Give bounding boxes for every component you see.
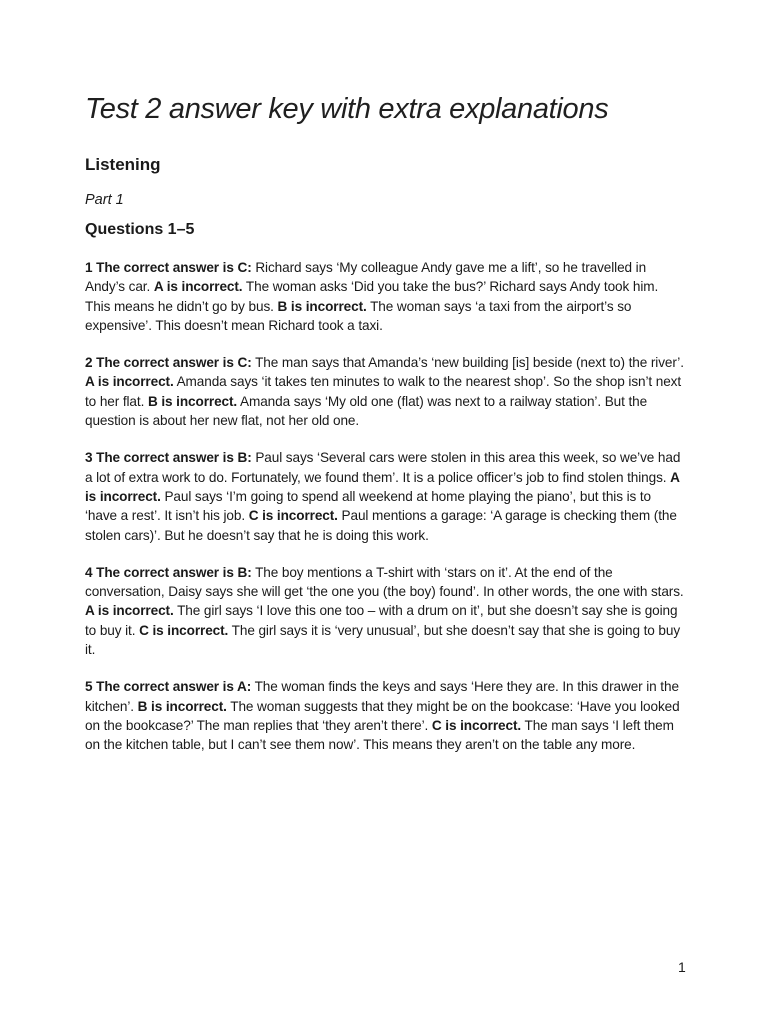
answer-lead: 4 The correct answer is B: bbox=[85, 564, 252, 580]
incorrect-option-label: A is incorrect. bbox=[85, 374, 174, 390]
answer-text: Amanda says ‘it takes ten minutes to walk to the nearest shop’. So the shop isn’t next to her flat. bbox=[85, 374, 682, 409]
incorrect-option-label: B is incorrect. bbox=[277, 298, 367, 314]
answer-paragraph-1 bbox=[85, 258, 685, 335]
answer-list bbox=[85, 258, 685, 755]
answer-text: Paul says ‘I’m going to spend all weekend at home playing the piano’, but this is to ‘have a rest’. It isn’t his job. bbox=[85, 488, 652, 524]
answer-paragraph-5 bbox=[85, 677, 685, 754]
incorrect-option-label: C is incorrect. bbox=[248, 508, 338, 524]
answer-text: The girl says it is ‘very unusual’, but she doesn’t say that she is going to buy it. bbox=[85, 622, 681, 658]
answer-paragraph-3 bbox=[85, 448, 685, 544]
answer-lead: 5 The correct answer is A: bbox=[85, 679, 252, 695]
answer-text: Paul mentions a garage: ‘A garage is checking them (the stolen cars)’. But he doesn’t say that he is doing this work. bbox=[85, 508, 677, 543]
incorrect-option-label: A is incorrect. bbox=[85, 603, 174, 619]
answer-text: The woman suggests that they might be on the bookcase: ‘Have you looked on the bookcase?’ The man replies that ‘they aren’t there’. bbox=[85, 698, 680, 733]
section-heading-listening: Listening bbox=[85, 155, 161, 174]
answer-lead: 1 The correct answer is C: bbox=[85, 260, 252, 275]
incorrect-option-label: B is incorrect. bbox=[147, 393, 238, 409]
answer-text: The woman asks ‘Did you take the bus?’ Richard says Andy took him. This means he didn’t go by bus. bbox=[85, 279, 659, 314]
part-label: Part 1 bbox=[85, 192, 124, 208]
answer-text: The woman finds the keys and says ‘Here they are. In this drawer in the kitchen’. bbox=[85, 679, 679, 714]
incorrect-option-label: A is incorrect. bbox=[153, 279, 243, 295]
answer-text: Richard says ‘My colleague Andy gave me a lift’, so he travelled in Andy’s car. bbox=[85, 260, 647, 295]
incorrect-option-label: B is incorrect. bbox=[137, 698, 227, 714]
answer-lead: 2 The correct answer is C: bbox=[85, 355, 252, 371]
answer-text: The man says that Amanda’s ‘new building [is] beside (next to) the river’. bbox=[251, 355, 684, 371]
answer-text: The girl says ‘I love this one too – with a drum on it’, but she doesn’t say she is going to buy it. bbox=[85, 603, 678, 638]
answer-text: The boy mentions a T-shirt with ‘stars on it’. At the end of the conversation, Daisy says she will get ‘the one you (the boy) found’. In other words, the one with stars. bbox=[85, 564, 684, 600]
document-page bbox=[85, 90, 685, 773]
document-title: Test 2 answer key with extra explanations bbox=[85, 93, 609, 125]
answer-paragraph-4 bbox=[85, 563, 685, 659]
incorrect-option-label: C is incorrect. bbox=[431, 717, 522, 733]
questions-heading: Questions 1–5 bbox=[85, 221, 195, 238]
answer-paragraph-2 bbox=[85, 353, 685, 430]
page-number: 1 bbox=[678, 959, 686, 975]
answer-text: Paul says ‘Several cars were stolen in this area this week, so we’ve had a lot of extra work to do. Fortunately, we found them’. It is a police officer’s job to find stolen things. bbox=[85, 450, 681, 485]
answer-lead: 3 The correct answer is B: bbox=[85, 450, 252, 466]
incorrect-option-label: C is incorrect. bbox=[139, 622, 229, 638]
answer-text: The woman says ‘a taxi from the airport’s so expensive’. This doesn’t mean Richard took a taxi. bbox=[85, 298, 632, 333]
answer-text: Amanda says ‘My old one (flat) was next to a railway station’. But the question is about her new flat, not her old one. bbox=[85, 393, 648, 429]
incorrect-option-label: A is incorrect. bbox=[85, 469, 680, 504]
answer-text: The man says ‘I left them on the kitchen table, but I can’t see them now’. This means they aren’t on the table any more. bbox=[85, 717, 674, 753]
